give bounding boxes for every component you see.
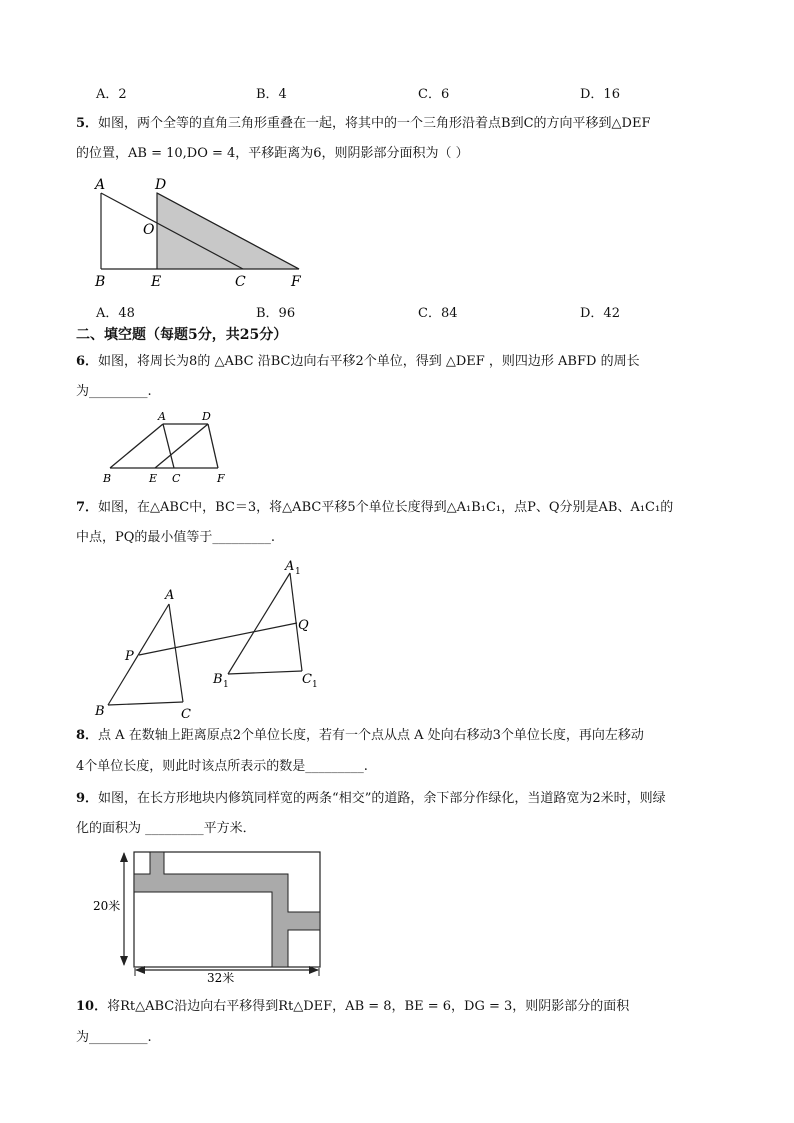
q6-label-f: F (217, 472, 225, 485)
q8-text-1: 点 A 在数轴上距离原点2个单位长度，若有一个点从点 A 处向右移动3个单位长度，再向左移动 (98, 728, 644, 743)
q6-line1 (76, 353, 640, 371)
q9-height-arrow-top (120, 852, 128, 862)
q7-label-a: A (165, 588, 175, 603)
q7-label-b: B (95, 704, 105, 719)
q6-label-b: B (103, 472, 112, 485)
q7-text-1: 如图，在△ABC中，BC＝3，将△ABC平移5个单位长度得到△A₁B₁C₁，点P、Q分别是AB、A₁C₁的 (98, 500, 674, 515)
q7-segment-ac (169, 604, 183, 702)
q5-figure (90, 172, 320, 292)
q5-label-b: B (95, 274, 106, 290)
q10-text-1: 将Rt△ABC沿边向右平移得到Rt△DEF，AB = 8，BE = 6，DG = 3，则阴影部分的面积 (107, 999, 630, 1014)
q6-label-a: A (158, 410, 166, 423)
q10-line2: 为_________. (76, 1030, 152, 1045)
q4-option-c: C．6 (418, 87, 450, 102)
q10-number: 10． (76, 999, 108, 1014)
q9-line2: 化的面积为 _________平方米． (76, 821, 256, 836)
q6-segment-de (155, 424, 208, 468)
q9-number: 9． (76, 791, 99, 806)
q8-line2: 4个单位长度，则此时该点所表示的数是_________. (76, 759, 368, 774)
q7-segment-a1b1 (228, 573, 290, 674)
q6-segment-df (208, 424, 218, 468)
q9-text-1: 如图，在长方形地块内修筑同样宽的两条“相交”的道路，余下部分作绿化，当道路宽为2米时，则绿 (98, 791, 666, 806)
q9-height-arrow-bottom (120, 956, 128, 966)
q7-segment-bc (108, 702, 183, 705)
q9-line1 (76, 790, 666, 808)
q9-height-label: 20米 (93, 899, 121, 913)
q7-label-b1: B (213, 672, 223, 687)
q8-line1 (76, 727, 644, 745)
q6-segment-ac (163, 424, 174, 468)
q6-line2: 为_________. (76, 384, 152, 399)
q5-option-d: D．42 (580, 306, 620, 321)
q5-label-a: A (95, 177, 106, 193)
q5-label-f: F (291, 274, 301, 290)
q6-segment-ab (110, 424, 163, 468)
q7-line1 (76, 499, 673, 517)
q7-label-c1-subscript: 1 (312, 680, 318, 690)
q5-label-c: C (235, 274, 246, 290)
section-heading: 二、填空题（每题5分，共25分） (76, 327, 288, 343)
q6-label-c: C (172, 472, 181, 485)
q6-figure (100, 408, 240, 488)
q4-option-d: D．16 (580, 87, 620, 102)
q7-line2: 中点，PQ的最小值等于_________. (76, 530, 276, 545)
q9-width-label: 32米 (207, 971, 235, 984)
q7-label-b1-subscript: 1 (223, 680, 229, 690)
q5-text-1: 如图，两个全等的直角三角形重叠在一起，将其中的一个三角形沿着点B到C的方向平移到△DEF (98, 116, 651, 131)
q7-label-c1: C (302, 672, 312, 687)
q5-label-o: O (143, 222, 155, 238)
q5-option-b: B．96 (256, 306, 296, 321)
q6-label-e: E (149, 472, 158, 485)
q7-label-q: Q (298, 618, 309, 633)
q7-segment-pq (139, 623, 297, 655)
q7-segment-b1c1 (228, 671, 302, 674)
q5-option-a: A．48 (96, 306, 135, 321)
q5-label-e: E (151, 274, 162, 290)
q7-label-c: C (181, 707, 191, 722)
q4-option-a: A．2 (96, 87, 127, 102)
q7-label-a1-subscript: 1 (295, 567, 301, 577)
q7-label-p: P (125, 649, 134, 664)
q4-option-b: B．4 (256, 87, 287, 102)
q5-line2: 的位置，AB = 10,DO = 4，平移距离为6，则阴影部分面积为（ ） (76, 146, 469, 161)
q9-figure (90, 844, 330, 984)
q6-text-1: 如图，将周长为8的 △ABC 沿BC边向右平移2个单位，得到 △DEF ，则四边形 ABFD 的周长 (98, 354, 640, 369)
q10-line1 (76, 998, 629, 1016)
q5-label-d: D (155, 177, 167, 193)
q7-number: 7． (76, 500, 99, 515)
q6-number: 6． (76, 354, 99, 369)
q7-figure (90, 552, 340, 724)
q7-segment-ab (108, 604, 169, 705)
q6-label-d: D (202, 410, 211, 423)
q5-line1 (76, 115, 650, 133)
q7-label-a1: A (285, 559, 295, 574)
q8-number: 8． (76, 728, 99, 743)
q5-option-c: C．84 (418, 306, 458, 321)
q5-number: 5． (76, 116, 99, 131)
